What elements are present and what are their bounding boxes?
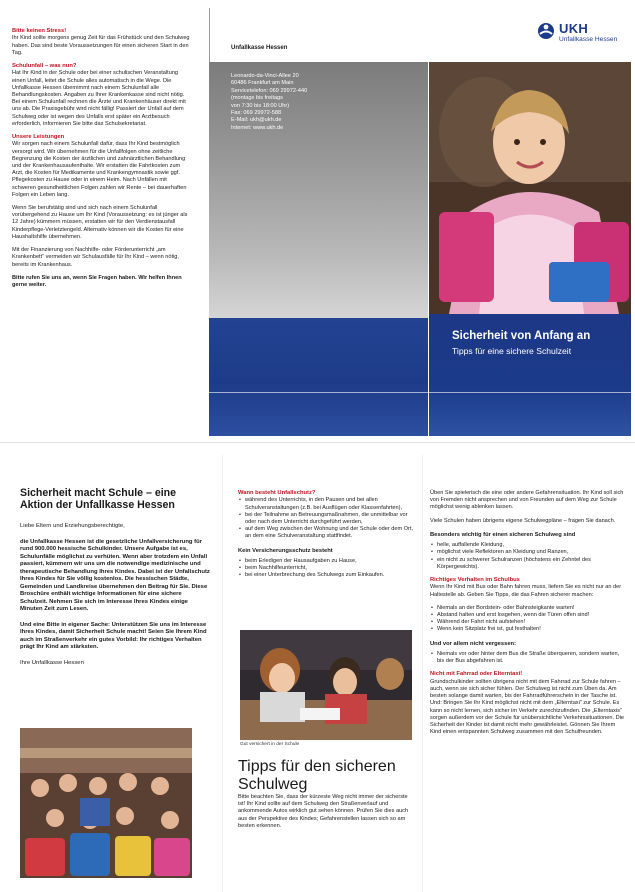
sender-org: Unfallkasse Hessen: [231, 45, 288, 51]
section-heading: Besonders wichtig für einen sicheren Schulweg sind: [430, 531, 576, 538]
address-line: (montags bis freitags: [231, 95, 283, 102]
never-list: [430, 651, 626, 665]
finance-paragraph: Mit der Finanzierung von Nachhilfe- oder Förderunterricht „am Krankenbett“ vermeiden wir Schulausfälle für Ihr Kind – wenn nötig, bereits im Krankenhaus.: [12, 247, 179, 268]
logo-subtext: Unfallkasse Hessen: [559, 36, 618, 43]
brochure-inside: [0, 455, 635, 892]
list-item: • beim Nachhilfeunterricht,: [238, 565, 416, 572]
section-heading: Kein Versicherungsschutz besteht: [238, 547, 333, 554]
section-heading: Wann besteht Unfallschutz?: [238, 490, 316, 496]
section-heading: Nicht mit Fahrrad oder Elterntaxi!: [430, 671, 523, 678]
cover-subtitle: Tipps für eine sichere Schulzeit: [452, 346, 572, 356]
list-item: • helle, auffallende Kleidung,: [430, 542, 626, 549]
section-heading: Richtiges Verhalten im Schulbus: [430, 577, 520, 584]
section-text: Hat Ihr Kind in der Schule oder bei einer schulischen Veranstaltung einen Unfall, leitet die Schule alles automatisch in die Wege. Die Unfallkasse Hessen übernimmt nach einem Schulunfall alle Behandlungskosten. Angaben zu Ihrer Krankenkasse sind nicht nötig. Bei einem Schulunfall rechnen die Ärzte und Krankenhäuser direkt mit uns ab. Die Praxisgebühr wird nicht fällig! Passiert der Unfall auf dem Schulweg oder ist wegen des Unfalls erst später ein Arztbesuch erforderlich, informieren Sie bitte das Schulsekretariat.: [12, 70, 186, 127]
list-item: • Wenn kein Sitzplatz frei ist, gut festhalten!: [430, 626, 626, 633]
coverage-column: [238, 490, 416, 580]
address-line: Fax: 069 29972-588: [231, 110, 282, 117]
section-heading: Tipps für den sicheren Schulweg: [238, 758, 396, 793]
list-item: • ein nicht zu schwerer Schulranzen (höchstens ein Zehntel des Körpergewichts).: [430, 557, 626, 571]
section-text: Grundschulkinder sollten übrigens nicht mit dem Fahrrad zur Schule fahren – auch, wenn sie sich sicher fühlen. Der Schulweg ist nicht zum Üben da. Am besten solange damit warten, bis der Fahrradführerschein in der Tasche ist. Und: Bringen Sie Ihr Kind möglichst nicht mit dem „Elterntaxi“ zur Schule. Es kann so nicht lernen, sich sicher im Verkehr zurechtzufinden. Die „Elterntaxis“ sorgen außerdem vor der Schule für unübersichtliche Verkehrssituationen. Die Sicherheit der Kinder ist damit nicht mehr gewährleistet. Gönnen Sie Ihrem Kind einen entspannten Schulweg zusammen mit den Schulfreunden.: [430, 678, 625, 736]
cover-title: Sicherheit von Anfang an: [452, 330, 591, 342]
inside-title: [20, 487, 210, 511]
intro-column: [20, 487, 210, 667]
list-item: • Niemals an der Bordstein- oder Bahnsteigkante warten!: [430, 605, 626, 612]
address-line: 60486 Frankfurt am Main: [231, 80, 294, 87]
address-lines: [231, 73, 411, 132]
section-text: Wenn Ihr Kind mit Bus oder Bahn fahren muss, liefern Sie es nicht nur an der Haltestelle ab. Geben Sie Tipps, die das Fahren sicherer machen:: [430, 584, 622, 598]
inside-title-line: Aktion der Unfallkasse Hessen: [20, 499, 175, 511]
band-stripe: [429, 392, 631, 393]
request-bold-paragraph: Und eine Bitte in eigener Sache: Unterstützen Sie uns im Interesse Ihres Kindes, damit Sicherheit Schule macht! Seien Sie Ihrem Kind auch im Straßenverkehr ein gutes Vorbild: Ihr richtiges Verhalten prägt Ihr Kind am stärksten.: [20, 621, 207, 650]
cover-photo-girl: [429, 62, 631, 314]
paragraph: Viele Schulen haben übrigens eigene Schulwegpläne – fragen Sie danach.: [430, 517, 616, 524]
list-item: • bei der Teilnahme an Betreuungsmaßnahmen, die unmittelbar vor oder nach dem Unterricht durchgeführt werden,: [238, 512, 416, 526]
address-line: von 7:30 bis 18:00 Uhr): [231, 102, 290, 109]
logo-text: UKH: [559, 21, 589, 36]
fold-line: [222, 455, 223, 892]
visibility-list: [430, 542, 626, 571]
section-text: Ihr Kind sollte morgens genug Zeit für das Frühstück und den Schulweg haben. Das sind beste Voraussetzungen für einen sicheren Start in den Tag.: [12, 35, 190, 56]
inside-title-line: Sicherheit macht Schule – eine: [20, 487, 177, 499]
paragraph: Üben Sie spielerisch die eine oder andere Gefahrensituation. Ihr Kind soll sich von Fremden nicht ansprechen und von Freunden auf dem Weg zur Schule möglichst wenig ablenken lassen.: [430, 490, 624, 511]
page-separator: [0, 442, 635, 443]
address-line: Servicetelefon: 069 29972-440: [231, 87, 308, 94]
list-item: • Abstand halten und erst losgehen, wenn die Türen offen sind!: [430, 612, 626, 619]
address-line: Leonardo-da-Vinci-Allee 20: [231, 73, 299, 79]
section-text: Bitte beachten Sie, dass der kürzeste Weg nicht immer der sicherste ist! Ihr Kind sollte auf dem Schulweg den Straßenverlauf und ankommende Autos wirklich gut sehen können. Prüfen Sie dies auch aus der Perspektive des Kindes; Gefahrenstellen lassen sich so am besten erkennen.: [238, 794, 409, 829]
ukh-logo-icon: [537, 22, 555, 40]
list-item: • auf dem Weg zwischen der Wohnung und der Schule oder dem Ort, an dem eine Schulveranstaltung stattfindet.: [238, 526, 416, 540]
bus-list: [430, 605, 626, 634]
back-panel-column: [12, 28, 192, 289]
intro-bold-paragraph: die Unfallkasse Hessen ist die gesetzliche Unfallversicherung für rund 900.000 hessische Schulkinder. Unsere Aufgabe ist es, Schulunfälle möglichst zu verhüten. Wenn aber trotzdem ein Unfall passiert, kümmern wir uns um die notwendige medizinische und therapeutische Behandlung Ihres Kindes. Dabei ist der Unfallschutz Ihres Kindes für Sie völlig kostenlos. Die hessischen Städte, Gemeinden und Landkreise übernehmen den Beitrag für Sie. Diese Broschüre enthält wichtige Informationen für eine sichere Schulzeit. Nehmen Sie sich im Interesse Ihres Kindes einige Minuten Zeit zum Lesen.: [20, 538, 210, 612]
address-line: Internet: www.ukh.de: [231, 124, 284, 131]
photo-school-assembly: [20, 728, 192, 878]
list-item: • während des Unterrichts, in den Pausen und bei allen Schulveranstaltungen (z.B. bei Ausflügen oder Klassenfahrten),: [238, 497, 416, 511]
list-item: • Während der Fahrt nicht aufstehen!: [430, 619, 626, 626]
greeting: Liebe Eltern und Erziehungsberechtigte,: [20, 523, 125, 529]
no-coverage-list: [238, 558, 416, 580]
fold-line: [422, 455, 423, 892]
section-heading: Und vor allem nicht vergessen:: [430, 640, 517, 647]
band-stripe: [209, 392, 428, 393]
work-paragraph: Wenn Sie berufstätig sind und sich nach einem Schulunfall vorübergehend zu Hause um Ihr Kind (Voraussetzung: es ist jünger als 12 Jahre) kümmern müssen, erstatten wir für den Verdienstausfall Kinderpflege-Verletztengeld. Alternativ können wir die Kosten für eine Haushaltshilfe übernehmen.: [12, 205, 188, 240]
section-heading: Bitte keinen Stress!: [12, 28, 67, 34]
list-item: • beim Erledigen der Hausaufgaben zu Hause,: [238, 558, 416, 565]
photo-children-desk: [240, 630, 412, 740]
signature: Ihre Unfallkasse Hessen: [20, 659, 84, 666]
blue-band: [209, 318, 428, 436]
address-line: E-Mail: ukh@ukh.de: [231, 117, 282, 124]
call-paragraph: Bitte rufen Sie uns an, wenn Sie Fragen haben. Wir helfen Ihnen gerne weiter.: [12, 274, 182, 288]
section-heading: Schulunfall – was nun?: [12, 63, 77, 70]
section-heading: Unsere Leistungen: [12, 134, 65, 141]
tips-column: [430, 490, 626, 737]
list-item: • Niemals vor oder hinter dem Bus die Straße überqueren, sondern warten, bis der Bus abgefahren ist.: [430, 651, 626, 665]
schoolway-section: [238, 758, 416, 830]
section-text: Wir sorgen nach einem Schulunfall dafür, dass Ihr Kind bestmöglich versorgt wird. Wir übernehmen für die Unfallfolgen ohne zeitliche Begrenzung die Kosten der ärztlichen und zahnärztlichen Behandlung und der Krankenhausaufenthalte. Wir erstatten die Fahrtkosten zum Arzt, die Kosten für Medikamente und Krankengymnastik sowie ggf. Pflegekosten zu Hause oder in einem Heim. Nach Unfällen mit schweren gesundheitlichen Folgen zahlen wir Rente – bei dauerhaften Folgen ein Leben lang.: [12, 141, 187, 198]
list-item: • möglichst viele Reflektoren an Kleidung und Ranzen,: [430, 549, 626, 556]
coverage-list: [238, 497, 416, 540]
photo-caption: Gut versichert in der Schule: [240, 742, 300, 747]
list-item: • bei einer Unterbrechung des Schulwegs zum Einkaufen.: [238, 572, 416, 579]
ukh-logo: [537, 20, 629, 48]
